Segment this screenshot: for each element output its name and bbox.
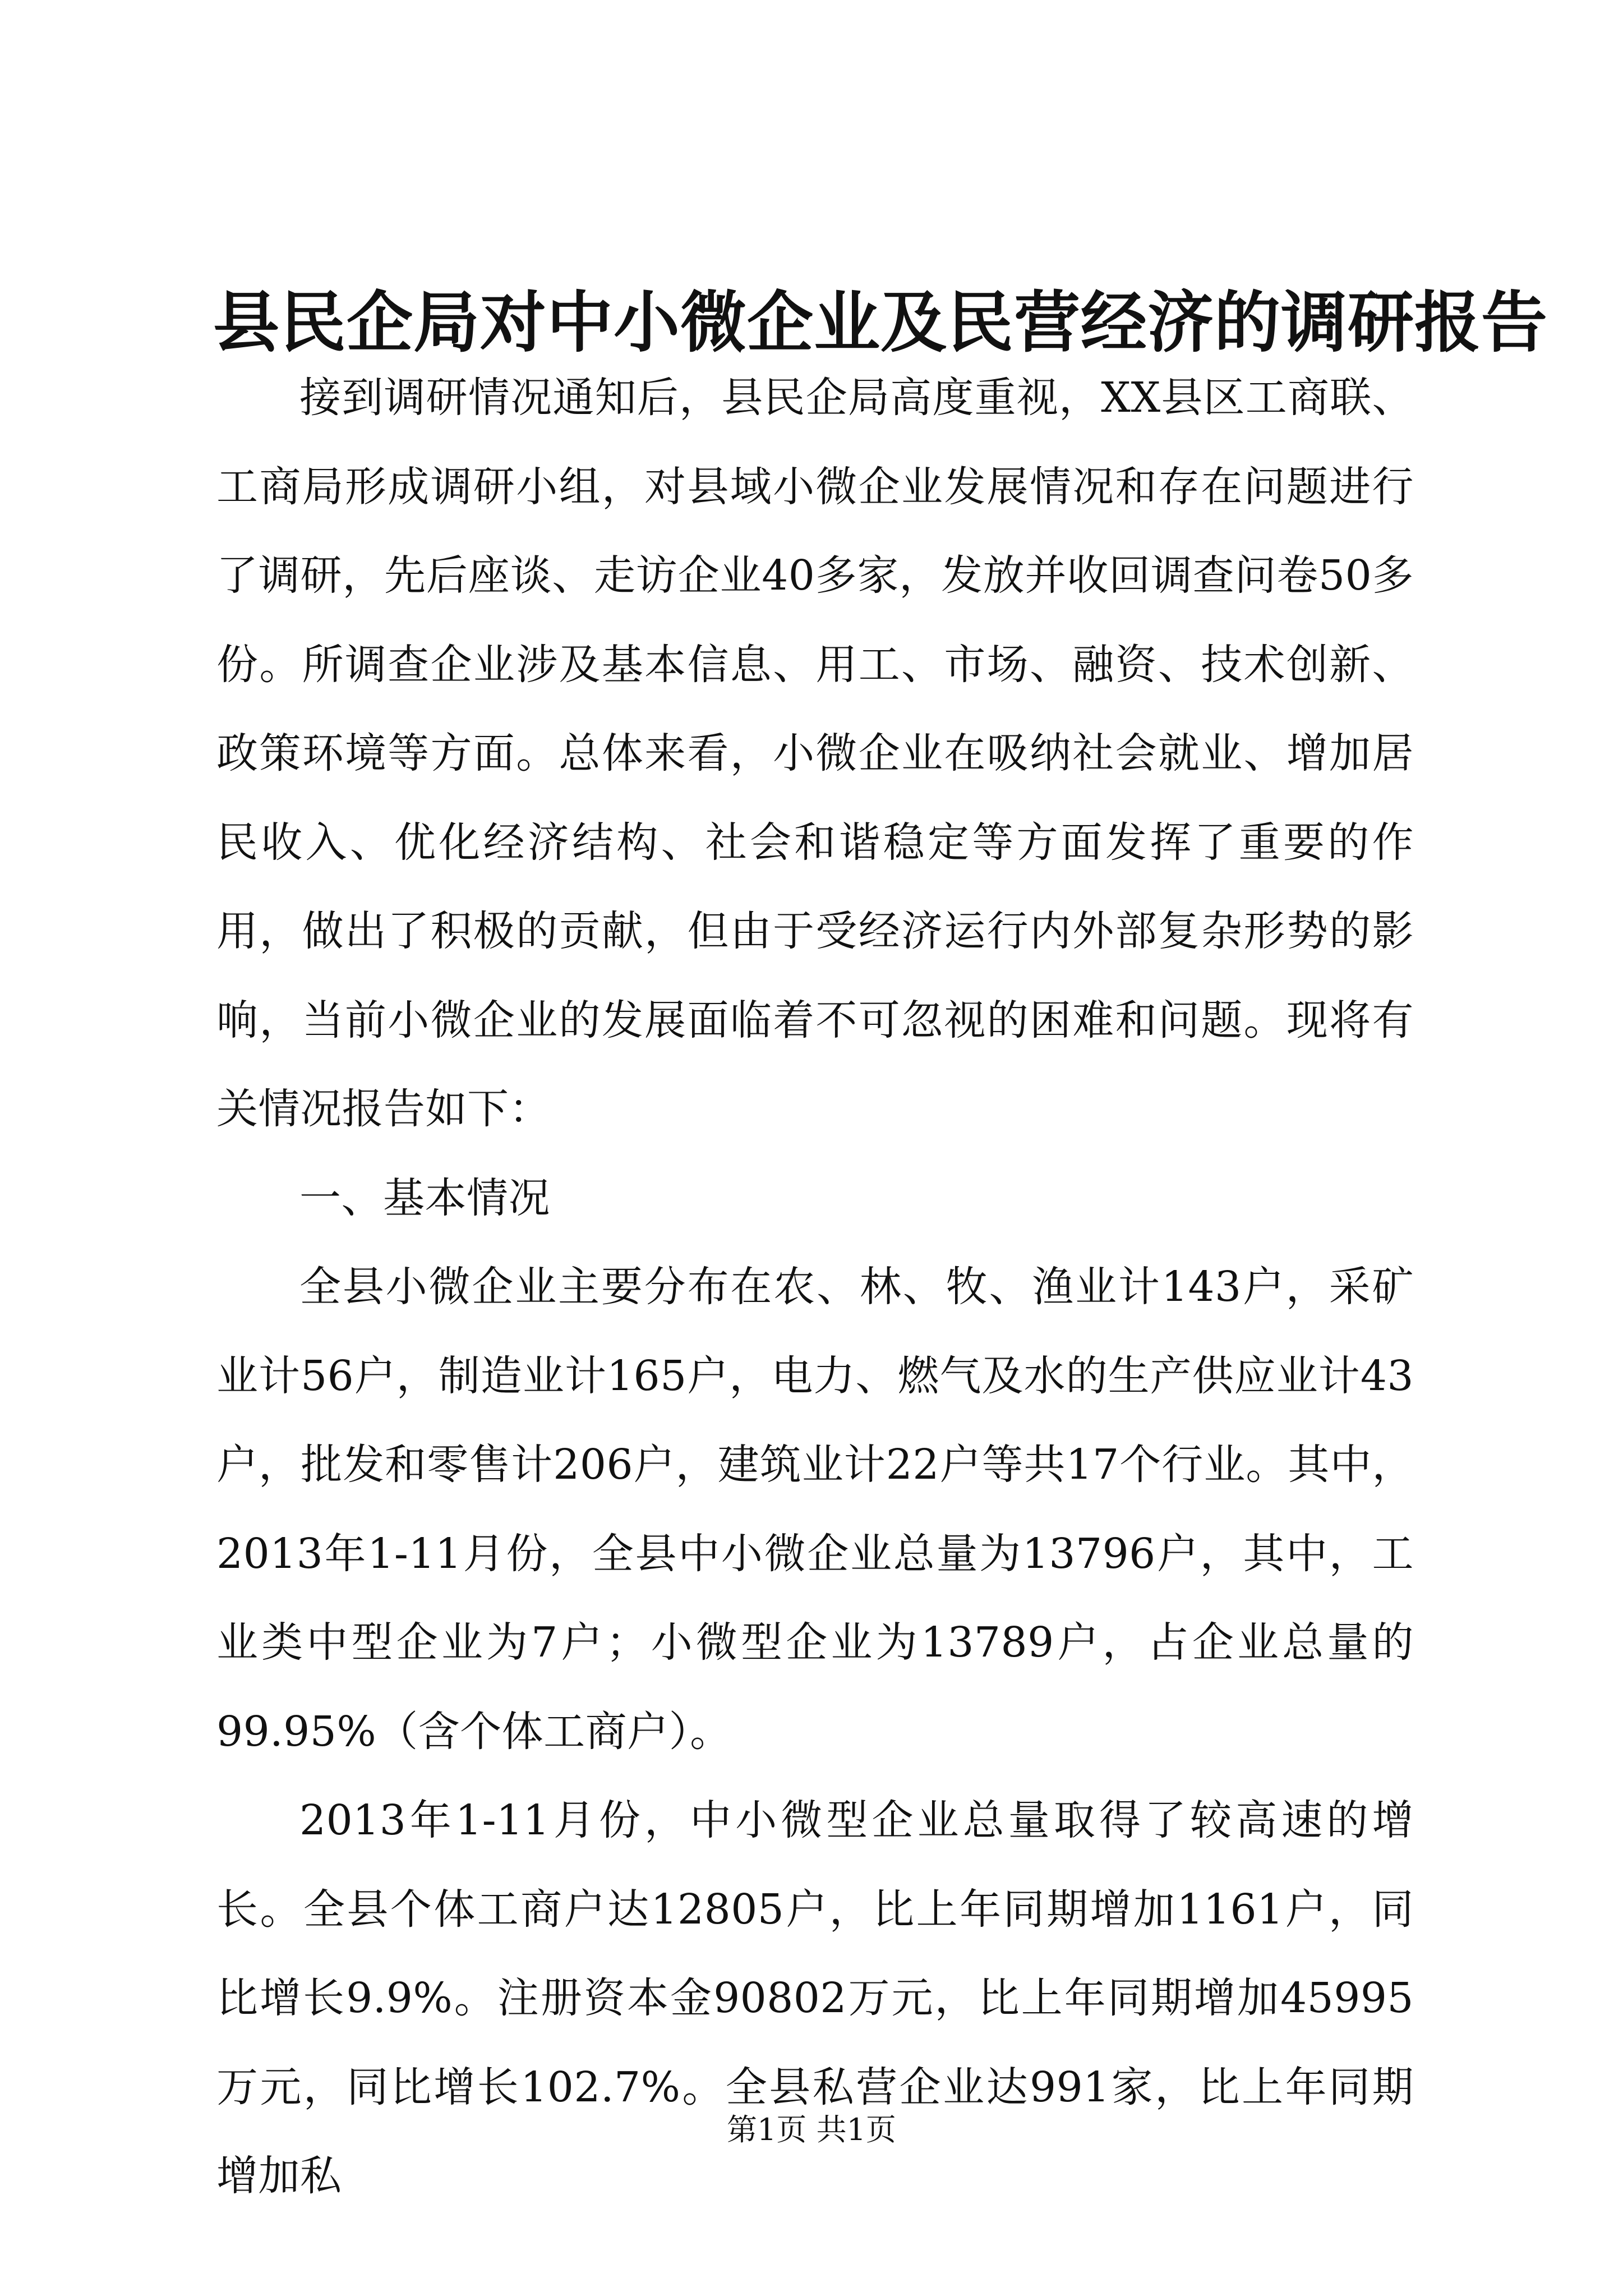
page-number-footer: 第1页 共1页 <box>727 2112 896 2147</box>
document-title: 县民企局对中小微企业及民营经济的调研报告 <box>213 283 1548 361</box>
section-heading-basic-situation: 一、基本情况 <box>299 1174 550 1222</box>
document-body <box>216 353 1414 2221</box>
paragraph-intro: 接到调研情况通知后，县民企局高度重视，XX县区工商联、工商局形成调研小组，对县域小微企业发展情况和存在问题进行了调研，先后座谈、走访企业40多家，发放并收回调查问卷50多份。所调查企业涉及基本信息、用工、市场、融资、技术创新、政策环境等方面。总体来看，小微企业在吸纳社会就业、增加居民收入、优化经济结构、社会和谐稳定等方面发挥了重要的作用，做出了积极的贡献，但由于受经济运行内外部复杂形势的影响，当前小微企业的发展面临着不可忽视的困难和问题。现将有关情况报告如下： <box>216 374 1414 1133</box>
paragraph-growth-statistics: 2013年1-11月份，中小微型企业总量取得了较高速的增长。全县个体工商户达12805户，比上年同期增加1161户，同比增长9.9%。注册资本金90802万元，比上年同期增加45995万元，同比增长102.7%。全县私营企业达991家，比上年同期增加私 <box>216 1796 1414 2200</box>
paragraph-industry-distribution: 全县小微企业主要分布在农、林、牧、渔业计143户，采矿业计56户，制造业计165户，电力、燃气及水的生产供应业计43户，批发和零售计206户，建筑业计22户等共17个行业。其中，2013年1-11月份，全县中小微企业总量为13796户，其中，工业类中型企业为7户；小微型企业为13789户，占企业总量的99.95%（含个体工商户）。 <box>216 1263 1414 1756</box>
